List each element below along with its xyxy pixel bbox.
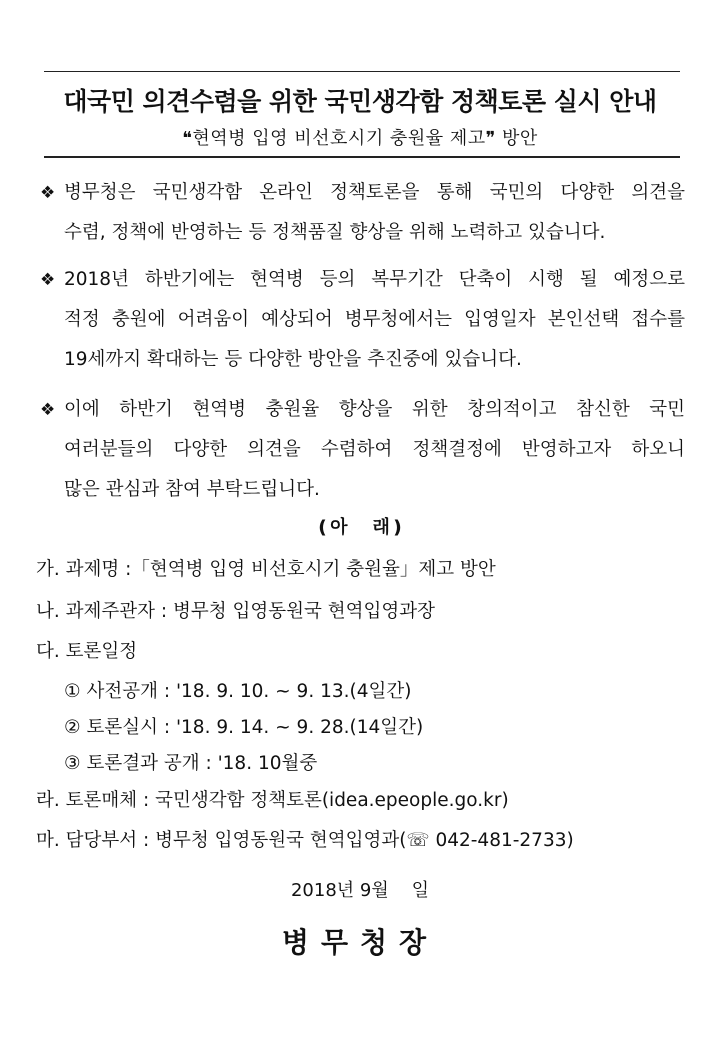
bullet-text: 병무청은 국민생각함 온라인 정책토론을 통해 국민의 다양한 의견을 [64,182,685,203]
item-ga-project-name: 가. 과제명 :「현역병 입영 비선호시기 충원율」제고 방안 [36,559,496,580]
bullet-line [40,470,685,510]
bullet-line [40,390,685,430]
diamond-bullet-icon: ❖ [40,400,56,420]
bullet-paragraph-1 [40,173,685,253]
item-da-schedule-heading: 다. 토론일정 [36,641,138,662]
bullet-line [40,340,685,380]
bullet-line [40,430,685,470]
document-title: 대국민 의견수렴을 위한 국민생각함 정책토론 실시 안내 [63,87,657,116]
item-na-project-owner: 나. 과제주관자 : 병무청 입영동원국 현역입영과장 [36,601,435,622]
bullet-text: 19세까지 확대하는 등 다양한 방안을 추진중에 있습니다. [64,349,522,370]
item-ra-medium: 라. 토론매체 : 국민생각함 정책토론(idea.epeople.go.kr) [36,790,509,811]
bullet-line [40,173,685,213]
schedule-item-1: ① 사전공개 : '18. 9. 10. ~ 9. 13.(4일간) [64,681,412,702]
header-bottom-rule [44,156,680,158]
document-subtitle: ❝현역병 입영 비선호시기 충원율 제고❞ 방안 [182,128,538,149]
bullet-text: 2018년 하반기에는 현역병 등의 복무기간 단축이 시행 될 예정으로 [64,269,685,290]
bullet-paragraph-3 [40,390,685,510]
bullet-text: 여러분들의 다양한 의견을 수렴하여 정책결정에 반영하고자 하오니 [64,439,685,460]
document-date: 2018년 9월 일 [290,880,430,901]
department-text: 마. 담당부서 : 병무청 입영동원국 현역입영과( [36,830,407,851]
schedule-item-2: ② 토론실시 : '18. 9. 14. ~ 9. 28.(14일간) [64,717,424,738]
diamond-bullet-icon: ❖ [40,183,56,203]
bullet-text: 많은 관심과 참여 부탁드립니다. [64,479,320,500]
phone-number: 042-481-2733) [429,830,574,851]
item-ma-department [36,826,574,852]
bullet-text: 적정 충원에 어려움이 예상되어 병무청에서는 입영일자 본인선택 접수를 [64,309,685,330]
bullet-text: 수렴, 정책에 반영하는 등 정책품질 향상을 위해 노력하고 있습니다. [64,222,606,243]
schedule-item-3: ③ 토론결과 공개 : '18. 10월중 [64,753,318,774]
phone-icon: ☏ [406,830,430,851]
section-label-below: ❪아 래❫ [314,517,405,538]
header-top-rule [44,71,680,72]
bullet-paragraph-2 [40,260,685,380]
bullet-line [40,260,685,300]
bullet-text: 이에 하반기 현역병 충원율 향상을 위한 창의적이고 참신한 국민 [64,399,685,420]
bullet-line [40,300,685,340]
signature-commissioner: 병무청장 [281,926,439,959]
bullet-line [40,213,685,253]
diamond-bullet-icon: ❖ [40,270,56,290]
